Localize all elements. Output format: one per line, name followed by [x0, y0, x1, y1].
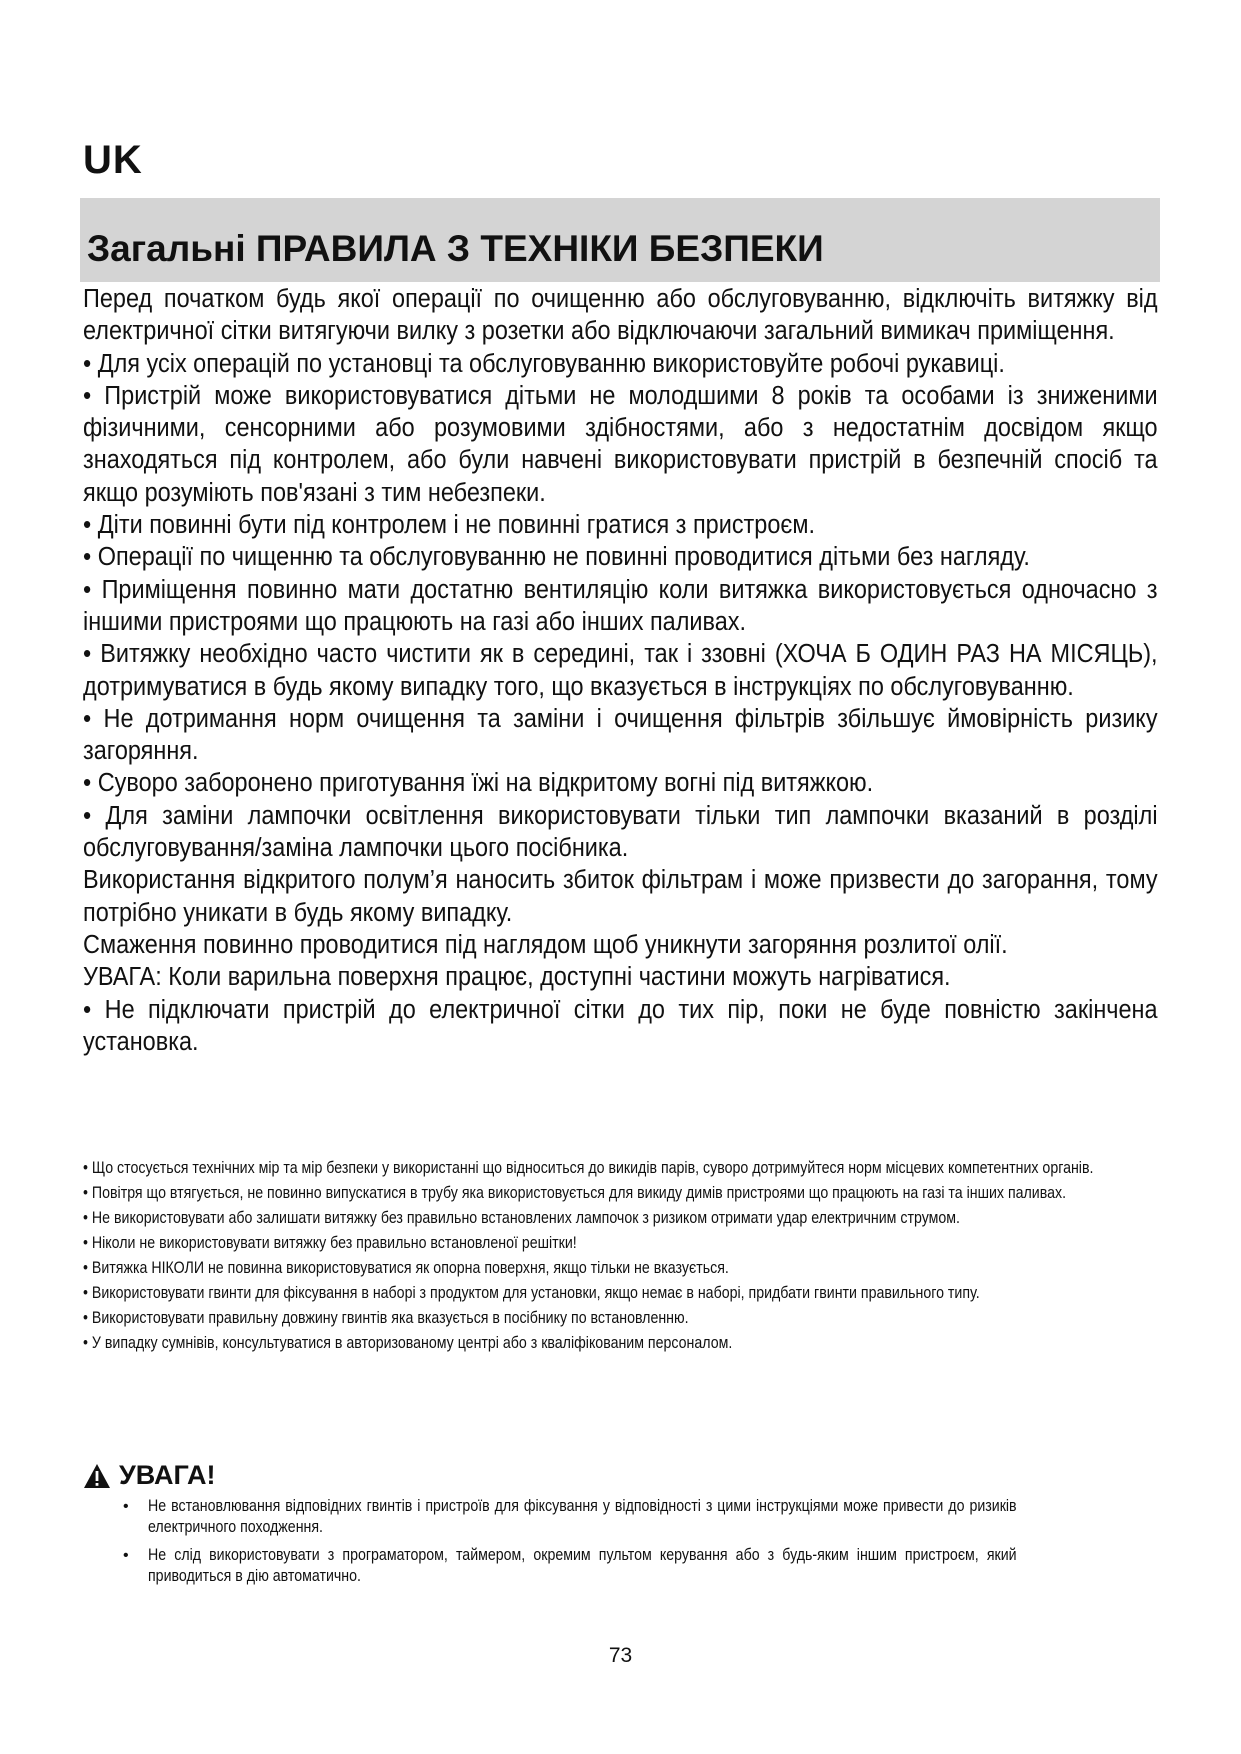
section-title: Загальні ПРАВИЛА З ТЕХНІКИ БЕЗПЕКИ — [87, 228, 824, 269]
warning-heading — [83, 1460, 216, 1491]
small-paragraph: • Не використовувати або залишати витяжку без правильно встановлених лампочок з ризиком отримати удар електричним струмом. — [83, 1209, 960, 1227]
paragraph: • Пристрій може використовуватися дітьми не молодшими 8 років та особами із зниженими фізичними, сенсорними або розумовими здібностями, або з недостатнім досвідом якщо знаходяться під контролем, або були навчені використовувати пристрій в безпечній спосіб та якщо розуміють пов'язані з тим небезпеки. — [83, 381, 1158, 507]
paragraph: • Витяжку необхідно часто чистити як в середині, так і ззовні (ХОЧА Б ОДИН РАЗ НА МІСЯЦЬ), дотримуватися в будь якому випадку того, що вказується в інструкціях по обслуговуванню. — [83, 640, 1158, 701]
language-code: UK — [83, 138, 143, 182]
paragraph: Використання відкритого полум’я наносить збиток фільтрам і може призвести до загорання, тому потрібно уникати в будь якому випадку. — [83, 866, 1158, 927]
small-paragraph: • Що стосується технічних мір та мір безпеки у використанні що відноситься до викидів парів, суворо дотримуйтеся норм місцевих компетентних органів. — [83, 1159, 1094, 1177]
bullet: • — [123, 1547, 129, 1564]
small-paragraph: • Ніколи не використовувати витяжку без правильно встановленої решітки! — [83, 1234, 577, 1252]
safety-rules-main — [83, 283, 1158, 1058]
small-paragraph: • Використовувати правильну довжину гвинтів яка вказується в посібнику по встановленню. — [83, 1309, 689, 1327]
paragraph: Смаження повинно проводитися під наглядом щоб уникнути загоряння розлитої олії. — [83, 930, 1008, 959]
warning-item-text: Не встановлювання відповідних гвинтів і пристроїв для фіксування у відповідності з цими інструкціями може привести до ризиків електричного походження. — [148, 1497, 1017, 1536]
paragraph: Перед початком будь якої операції по очищенню або обслуговуванню, відключіть витяжку від електричної сітки витягуючи вилку з розетки або відключаючи загальний вимикач приміщення. — [83, 285, 1158, 346]
bullet: • — [123, 1498, 129, 1515]
page-number: 73 — [608, 1644, 633, 1667]
paragraph: • Діти повинні бути під контролем і не повинні гратися з пристроєм. — [83, 511, 816, 540]
paragraph: • Для усіх операцій по установці та обслуговуванню використовуйте робочі рукавиці. — [83, 349, 1005, 378]
small-paragraph: • Повітря що втягується, не повинно випускатися в трубу яка використовується для викиду димів пристроями що працюють на газі та інших паливах. — [83, 1184, 1067, 1202]
paragraph: • Не підключати пристрій до електричної сітки до тих пір, поки не буде повністю закінчена установка. — [83, 995, 1158, 1056]
safety-rules-small — [83, 1158, 1158, 1354]
paragraph: • Приміщення повинно мати достатню вентиляцію коли витяжка використовується одночасно з іншими пристроями що працюють на газі або інших паливах. — [83, 575, 1158, 636]
paragraph: • Для заміни лампочки освітлення використовувати тільки тип лампочки вказаний в розділі обслуговування/заміна лампочки цього посібника. — [83, 801, 1158, 863]
warning-triangle-icon — [83, 1463, 111, 1489]
warning-item — [123, 1545, 1158, 1587]
warning-title: УВАГА! — [119, 1460, 216, 1490]
paragraph: • Операції по чищенню та обслуговуванню не повинні проводитися дітьми без нагляду. — [83, 543, 1030, 572]
warning-list — [123, 1496, 1158, 1587]
small-paragraph: • Використовувати гвинти для фіксування в наборі з продуктом для установки, якщо немає в наборі, придбати гвинти правильного типу. — [83, 1284, 980, 1302]
paragraph: • Суворо заборонено приготування їжі на відкритому вогні під витяжкою. — [83, 769, 874, 798]
small-paragraph: • Витяжка НІКОЛИ не повинна використовуватися як опорна поверхня, якщо тільки не вказується. — [83, 1259, 729, 1277]
warning-item-text: Не слід використовувати з програматором, таймером, окремим пультом керування або з будь-яким іншим пристроєм, який приводиться в дію автоматично. — [148, 1546, 1017, 1585]
small-paragraph: • У випадку сумнівів, консультуватися в авторизованому центрі або з кваліфікованим персоналом. — [83, 1334, 733, 1352]
paragraph: • Не дотримання норм очищення та заміни і очищення фільтрів збільшує ймовірність ризику загоряння. — [83, 704, 1158, 766]
warning-item — [123, 1496, 1158, 1538]
paragraph: УВАГА: Коли варильна поверхня працює, доступні частини можуть нагріватися. — [83, 963, 951, 992]
